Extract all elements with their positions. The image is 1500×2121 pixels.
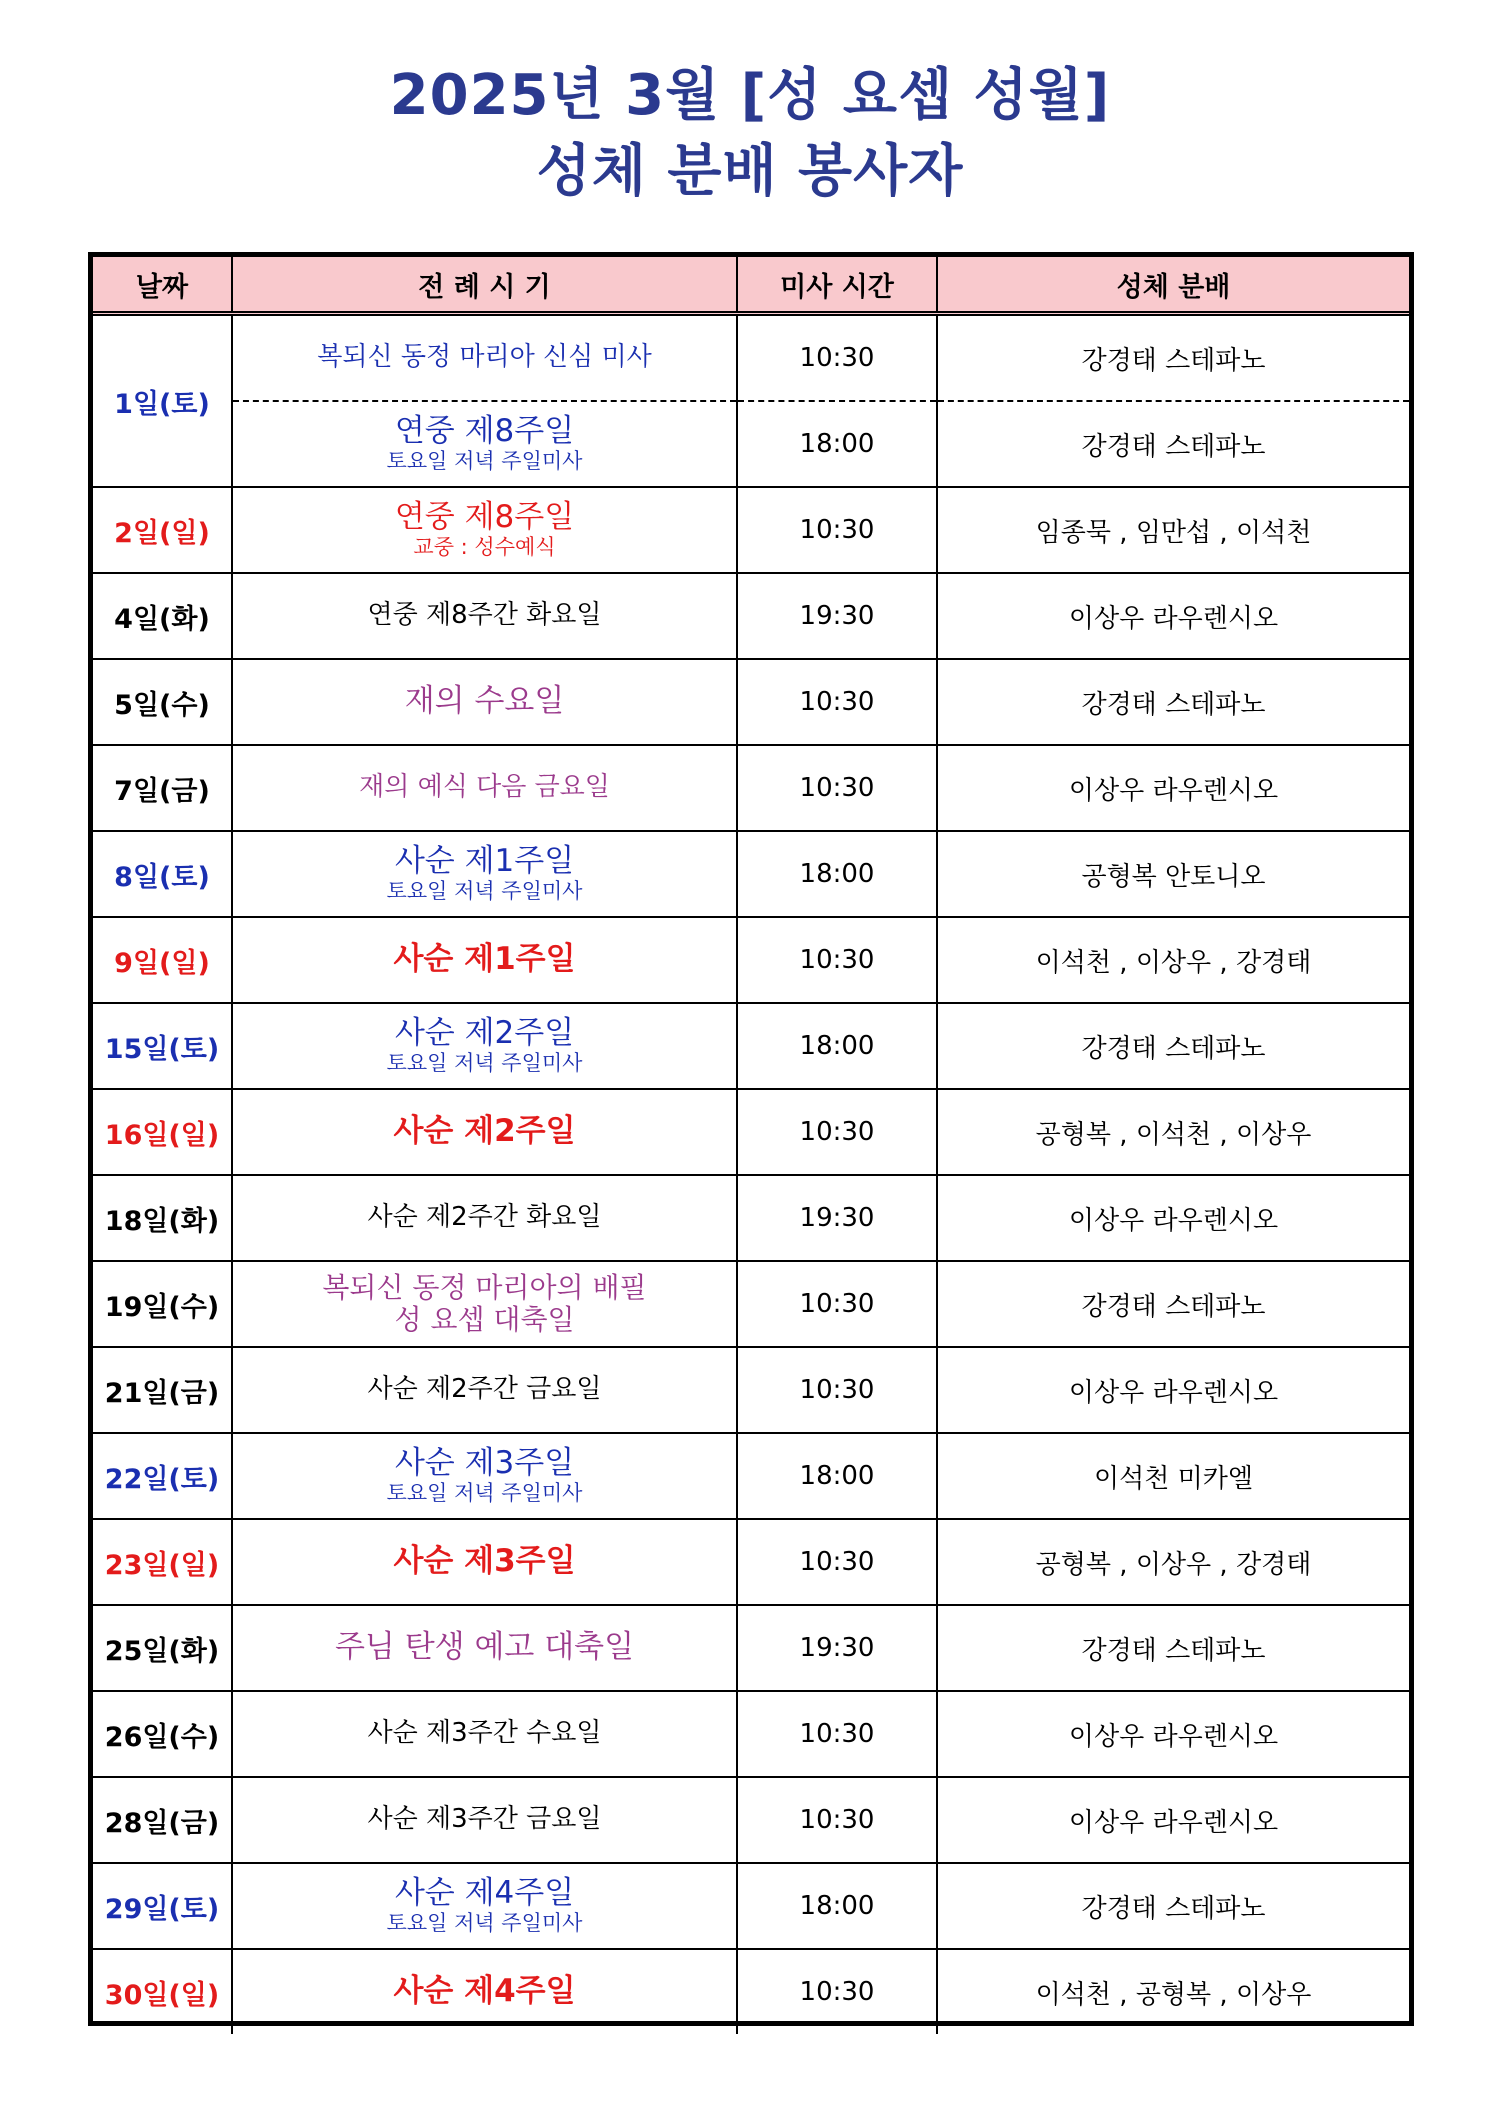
title-line-1: 2025년 3월 [성 요셉 성월] [389, 63, 1111, 128]
minister-cell: 공형복 안토니오 [937, 831, 1409, 917]
minister-cell: 강경태 스테파노 [937, 659, 1409, 745]
liturgy-main: 사순 제3주간 수요일 [367, 1718, 602, 1749]
liturgy-main: 연중 제8주간 화요일 [367, 600, 602, 631]
minister-cell: 이상우 라우렌시오 [937, 1175, 1409, 1261]
date-cell: 23일(일) [93, 1519, 232, 1605]
page-title [0, 58, 1500, 210]
table-row [93, 1519, 1409, 1605]
minister-cell: 강경태 스테파노 [937, 1003, 1409, 1089]
date-cell: 28일(금) [93, 1777, 232, 1863]
liturgy-cell [232, 1261, 737, 1347]
table-row [93, 745, 1409, 831]
date-cell: 30일(일) [93, 1949, 232, 2034]
table-row [93, 1089, 1409, 1175]
liturgy-main: 사순 제2주간 화요일 [367, 1202, 602, 1233]
time-cell: 10:30 [737, 745, 937, 831]
liturgy-main: 연중 제8주일 [394, 498, 575, 535]
table-row [93, 573, 1409, 659]
date-cell: 29일(토) [93, 1863, 232, 1949]
liturgy-main: 재의 예식 다음 금요일 [359, 772, 610, 803]
minister-cell: 강경태 스테파노 [937, 1605, 1409, 1691]
liturgy-main: 연중 제8주일 [394, 412, 575, 449]
minister-cell: 이상우 라우렌시오 [937, 745, 1409, 831]
schedule-table [88, 252, 1414, 2026]
time-cell: 18:00 [737, 1433, 937, 1519]
minister-cell: 이상우 라우렌시오 [937, 573, 1409, 659]
date-cell: 5일(수) [93, 659, 232, 745]
liturgy-cell [232, 831, 737, 917]
liturgy-cell [232, 573, 737, 659]
liturgy-main: 사순 제2주간 금요일 [367, 1374, 602, 1405]
header-liturgy: 전 례 시 기 [232, 257, 737, 314]
date-cell: 22일(토) [93, 1433, 232, 1519]
minister-cell: 이석천 미카엘 [937, 1433, 1409, 1519]
liturgy-cell [232, 1089, 737, 1175]
liturgy-main: 주님 탄생 예고 대축일 [334, 1629, 635, 1666]
time-cell: 10:30 [737, 1777, 937, 1863]
liturgy-main: 사순 제4주일 [393, 1973, 576, 2010]
liturgy-sub: 토요일 저녁 주일미사 [386, 879, 583, 904]
date-cell: 26일(수) [93, 1691, 232, 1777]
date-cell: 1일(토) [93, 314, 232, 488]
liturgy-cell [232, 314, 737, 402]
table-row [93, 1949, 1409, 2034]
table-row [93, 314, 1409, 402]
time-cell: 19:30 [737, 573, 937, 659]
minister-cell: 강경태 스테파노 [937, 1863, 1409, 1949]
liturgy-sub: 토요일 저녁 주일미사 [386, 1481, 583, 1506]
time-cell: 19:30 [737, 1175, 937, 1261]
liturgy-cell [232, 1949, 737, 2034]
liturgy-cell [232, 1519, 737, 1605]
date-cell: 19일(수) [93, 1261, 232, 1347]
minister-cell: 이상우 라우렌시오 [937, 1347, 1409, 1433]
time-cell: 10:30 [737, 1261, 937, 1347]
liturgy-main: 복되신 동정 마리아 신심 미사 [317, 342, 652, 373]
time-cell: 19:30 [737, 1605, 937, 1691]
liturgy-cell [232, 1175, 737, 1261]
date-cell: 18일(화) [93, 1175, 232, 1261]
liturgy-cell [232, 487, 737, 573]
table-row [93, 1261, 1409, 1347]
date-cell: 4일(화) [93, 573, 232, 659]
minister-cell: 이석천 , 이상우 , 강경태 [937, 917, 1409, 1003]
header-date: 날짜 [93, 257, 232, 314]
table-row [93, 659, 1409, 745]
liturgy-main: 사순 제4주일 [394, 1874, 575, 1911]
header-time: 미사 시간 [737, 257, 937, 314]
minister-cell: 강경태 스테파노 [937, 401, 1409, 487]
liturgy-sub: 토요일 저녁 주일미사 [386, 449, 583, 474]
time-cell: 10:30 [737, 917, 937, 1003]
date-cell: 7일(금) [93, 745, 232, 831]
time-cell: 10:30 [737, 1347, 937, 1433]
table-row [93, 1347, 1409, 1433]
minister-cell: 강경태 스테파노 [937, 314, 1409, 402]
liturgy-sub: 토요일 저녁 주일미사 [386, 1051, 583, 1076]
liturgy-main: 재의 수요일 [404, 683, 565, 720]
liturgy-cell [232, 1605, 737, 1691]
liturgy-cell [232, 917, 737, 1003]
liturgy-cell [232, 1003, 737, 1089]
liturgy-cell [232, 1863, 737, 1949]
table-row [93, 1605, 1409, 1691]
liturgy-cell [232, 1347, 737, 1433]
header-minister: 성체 분배 [937, 257, 1409, 314]
liturgy-main: 복되신 동정 마리아의 배필 [322, 1270, 647, 1304]
liturgy-cell [232, 401, 737, 487]
liturgy-main: 사순 제3주일 [393, 1543, 576, 1580]
table-row [93, 401, 1409, 487]
minister-cell: 이석천 , 공형복 , 이상우 [1035, 1979, 1312, 2010]
date-cell: 2일(일) [93, 487, 232, 573]
liturgy-main: 사순 제2주일 [393, 1113, 576, 1150]
minister-cell: 강경태 스테파노 [937, 1261, 1409, 1347]
title-line-2: 성체 분배 봉사자 [536, 139, 964, 204]
table-row [93, 1863, 1409, 1949]
table-row [93, 917, 1409, 1003]
minister-cell: 공형복 , 이상우 , 강경태 [937, 1519, 1409, 1605]
liturgy-main: 사순 제1주일 [393, 941, 576, 978]
liturgy-cell [232, 659, 737, 745]
table-row [93, 1433, 1409, 1519]
table-row [93, 487, 1409, 573]
liturgy-main: 사순 제2주일 [394, 1014, 575, 1051]
table-row [93, 1175, 1409, 1261]
liturgy-sub: 교중 : 성수예식 [413, 535, 556, 560]
liturgy-cell [232, 745, 737, 831]
minister-cell: 공형복 , 이석천 , 이상우 [937, 1089, 1409, 1175]
liturgy-main: 사순 제1주일 [394, 842, 575, 879]
liturgy-cell [232, 1691, 737, 1777]
time-cell: 18:00 [737, 401, 937, 487]
time-cell: 10:30 [737, 314, 937, 402]
liturgy-main: 사순 제3주간 금요일 [367, 1804, 602, 1835]
table-row [93, 1003, 1409, 1089]
time-cell: 10:30 [737, 1519, 937, 1605]
time-cell: 10:30 [737, 1089, 937, 1175]
liturgy-cell [232, 1777, 737, 1863]
date-cell: 9일(일) [93, 917, 232, 1003]
time-cell: 18:00 [737, 1003, 937, 1089]
time-cell: 10:30 [737, 487, 937, 573]
date-cell: 21일(금) [93, 1347, 232, 1433]
time-cell: 10:30 [737, 659, 937, 745]
time-cell: 18:00 [737, 1863, 937, 1949]
date-cell: 25일(화) [93, 1605, 232, 1691]
date-cell: 15일(토) [93, 1003, 232, 1089]
minister-cell: 임종묵 , 임만섭 , 이석천 [937, 487, 1409, 573]
time-cell: 10:30 [737, 1949, 937, 2034]
table-row [93, 1777, 1409, 1863]
minister-cell: 이상우 라우렌시오 [937, 1691, 1409, 1777]
date-cell: 8일(토) [93, 831, 232, 917]
date-cell: 16일(일) [93, 1089, 232, 1175]
liturgy-main: 사순 제3주일 [394, 1444, 575, 1481]
table-row [93, 831, 1409, 917]
liturgy-cell [232, 1433, 737, 1519]
liturgy-sub: 성 요셉 대축일 [394, 1303, 575, 1336]
header-row [93, 257, 1409, 314]
minister-cell: 이상우 라우렌시오 [937, 1777, 1409, 1863]
liturgy-sub: 토요일 저녁 주일미사 [386, 1911, 583, 1936]
table-row [93, 1691, 1409, 1777]
time-cell: 10:30 [737, 1691, 937, 1777]
time-cell: 18:00 [737, 831, 937, 917]
